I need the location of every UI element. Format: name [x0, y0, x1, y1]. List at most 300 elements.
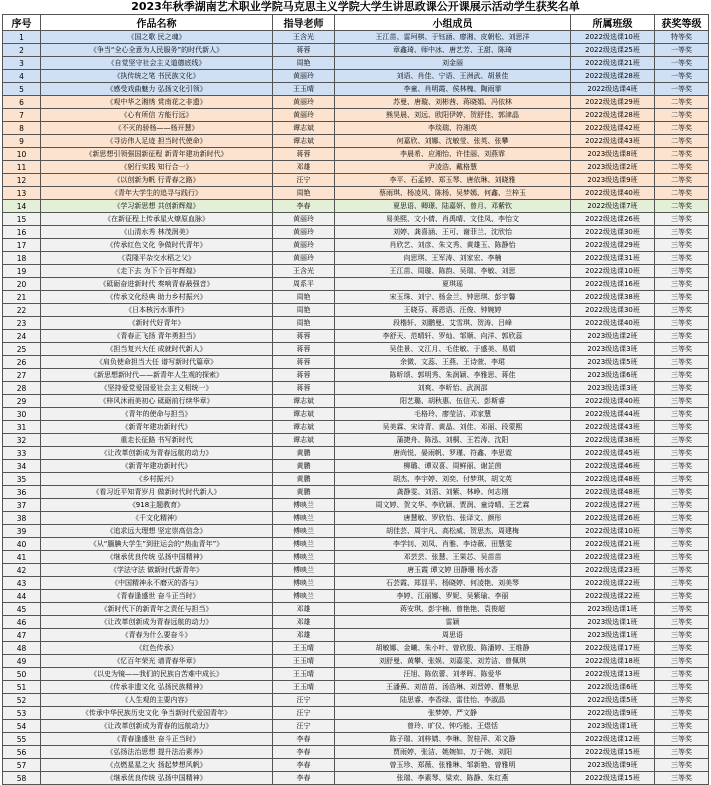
cell-class: 2022级选课26班	[571, 512, 655, 525]
cell-seq: 54	[3, 720, 41, 733]
cell-work-name: 《青春正飞扬 青年勇担当》	[41, 330, 273, 343]
cell-members: 周文婷、贺文华、李欣颖、贾润、童诗晴、王艺霖	[335, 499, 571, 512]
cell-seq: 33	[3, 447, 41, 460]
cell-teacher: 谭志斌	[273, 122, 335, 135]
cell-members: 邓芸芸、张慧、王果芯、吴苗苗	[335, 551, 571, 564]
cell-class: 2022级选课6班	[571, 681, 655, 694]
cell-class: 2022级选课42班	[571, 122, 655, 135]
cell-class: 2023级选课3班	[571, 343, 655, 356]
header-work-name: 作品名称	[41, 15, 273, 31]
cell-award-level: 三等奖	[655, 681, 709, 694]
cell-teacher: 谭志斌	[273, 421, 335, 434]
cell-award-level: 三等奖	[655, 304, 709, 317]
cell-members: 蒋安琪、彭宇楠、曾艳艳、袁俊超	[335, 603, 571, 616]
cell-teacher: 谭志斌	[273, 135, 335, 148]
cell-class: 2023级选课5班	[571, 356, 655, 369]
cell-award-level: 三等奖	[655, 369, 709, 382]
cell-teacher: 汪宁	[273, 174, 335, 187]
cell-class: 2023级选课1班	[571, 616, 655, 629]
cell-seq: 20	[3, 278, 41, 291]
cell-work-name: 《继承优良传统 弘扬中国精神》	[41, 551, 273, 564]
cell-seq: 2	[3, 44, 41, 57]
table-row	[3, 291, 709, 304]
cell-seq: 28	[3, 382, 41, 395]
cell-award-level: 三等奖	[655, 343, 709, 356]
cell-members: 吴美霖、宋诗青、黄晶、刘佳、邓丽、段蒙熙	[335, 421, 571, 434]
cell-award-level: 三等奖	[655, 746, 709, 759]
cell-seq: 14	[3, 200, 41, 213]
cell-work-name: 《担当复兴大任 成就时代新人》	[41, 343, 273, 356]
cell-members: 苏曼、唐璇、刘彬茜、蒋晓娟、冯依林	[335, 96, 571, 109]
cell-award-level: 三等奖	[655, 265, 709, 278]
table-row	[3, 512, 709, 525]
header-class: 所属班级	[571, 15, 655, 31]
cell-teacher: 蒋蓉	[273, 330, 335, 343]
cell-members: 唐玉霞 谭文婷 田静珊 杨水香	[335, 564, 571, 577]
cell-members: 段楷轩、刘鹏曼、艾雪琪、贺涛、吕峰	[335, 317, 571, 330]
cell-work-name: 《日本核污水事件》	[41, 304, 273, 317]
table-row	[3, 694, 709, 707]
cell-award-level: 三等奖	[655, 330, 709, 343]
cell-seq: 29	[3, 395, 41, 408]
cell-work-name: 《以史为镜——我们的民族自苦难中成长》	[41, 668, 273, 681]
cell-teacher: 傅映兰	[273, 551, 335, 564]
cell-class: 2022级选课9班	[571, 707, 655, 720]
cell-work-name: 重走长征路 书写新时代	[41, 434, 273, 447]
cell-class: 2022级选课15班	[571, 746, 655, 759]
cell-work-name: 《砥砺奋进新时代 奏响青春最强音》	[41, 278, 273, 291]
cell-members: 张梦婷、严文静	[335, 707, 571, 720]
cell-teacher: 谭志斌	[273, 434, 335, 447]
cell-seq: 47	[3, 629, 41, 642]
table-row	[3, 759, 709, 772]
cell-class: 2022级选课22班	[571, 590, 655, 603]
cell-seq: 55	[3, 733, 41, 746]
cell-work-name: 《心有所信 方能行远》	[41, 109, 273, 122]
cell-award-level: 二等奖	[655, 135, 709, 148]
cell-members: 王江苗、雷珂棋、于钰涵、廖湘、皮朝松、刘思洋	[335, 31, 571, 44]
cell-teacher: 王玉晴	[273, 83, 335, 96]
cell-members: 刘婷、龚喜涵、王可、谢菲兰、沈欣怡	[335, 226, 571, 239]
cell-seq: 9	[3, 135, 41, 148]
cell-award-level: 三等奖	[655, 499, 709, 512]
cell-class: 2022级选课31班	[571, 252, 655, 265]
cell-work-name: 《点燃星星之火 扬起梦想风帆》	[41, 759, 273, 772]
cell-teacher: 傅映兰	[273, 577, 335, 590]
cell-award-level: 三等奖	[655, 447, 709, 460]
cell-seq: 53	[3, 707, 41, 720]
cell-seq: 32	[3, 434, 41, 447]
cell-seq: 8	[3, 122, 41, 135]
cell-class: 2023级选课2班	[571, 161, 655, 174]
table-row	[3, 369, 709, 382]
cell-work-name: 《新时代下的新青年之责任与担当》	[41, 603, 273, 616]
cell-award-level: 三等奖	[655, 317, 709, 330]
table-row	[3, 135, 709, 148]
cell-work-name: 《观中华之湘绣 赏南花之非遗》	[41, 96, 273, 109]
cell-teacher: 汪宁	[273, 707, 335, 720]
cell-work-name: 《弘扬法治思想 提升法治素养》	[41, 746, 273, 759]
cell-teacher: 黄丽玲	[273, 213, 335, 226]
cell-teacher: 黄丽玲	[273, 109, 335, 122]
cell-seq: 58	[3, 772, 41, 785]
table-row	[3, 226, 709, 239]
cell-seq: 40	[3, 538, 41, 551]
cell-seq: 5	[3, 83, 41, 96]
cell-award-level: 三等奖	[655, 460, 709, 473]
cell-class: 2022级选课30班	[571, 304, 655, 317]
cell-members: 胡佳芸、周宇凡、高松威、贺思杰、周建梅	[335, 525, 571, 538]
cell-seq: 44	[3, 590, 41, 603]
cell-work-name: 《国之歌 民之魂》	[41, 31, 273, 44]
cell-award-level: 二等奖	[655, 148, 709, 161]
cell-seq: 19	[3, 265, 41, 278]
cell-seq: 26	[3, 356, 41, 369]
table-row	[3, 343, 709, 356]
cell-class: 2023级选课1班	[571, 603, 655, 616]
cell-members: 夏琪瑶	[335, 278, 571, 291]
cell-seq: 23	[3, 317, 41, 330]
table-row	[3, 551, 709, 564]
cell-teacher: 蒋蓉	[273, 343, 335, 356]
table-row	[3, 70, 709, 83]
table-row	[3, 707, 709, 720]
cell-seq: 39	[3, 525, 41, 538]
cell-work-name: 《不灭的骄杨——杨开慧》	[41, 122, 273, 135]
cell-class: 2022级选课21班	[571, 57, 655, 70]
table-row	[3, 772, 709, 785]
cell-work-name: 《青年的使命与担当》	[41, 408, 273, 421]
cell-members: 刘语、肖佳、宁语、王洲武、胡景佳	[335, 70, 571, 83]
cell-class: 2023级选课2班	[571, 330, 655, 343]
cell-seq: 21	[3, 291, 41, 304]
table-row	[3, 174, 709, 187]
table-row	[3, 304, 709, 317]
cell-members: 石芸霞、郑显平、杨晓婷、何凌艳、刘美琴	[335, 577, 571, 590]
cell-award-level: 三等奖	[655, 408, 709, 421]
cell-members: 易美熙、文小倩、肖禹晴、文佳凤、李怡文	[335, 213, 571, 226]
cell-seq: 49	[3, 655, 41, 668]
cell-class: 2022级选课12班	[571, 733, 655, 746]
table-row	[3, 577, 709, 590]
table-row	[3, 200, 709, 213]
cell-work-name: 《千文化精神》	[41, 512, 273, 525]
cell-award-level: 二等奖	[655, 109, 709, 122]
cell-work-name: 《山清水秀 林茂润美》	[41, 226, 273, 239]
cell-work-name: 《看习近平知青岁月 做新时代时代新人》	[41, 486, 273, 499]
cell-seq: 4	[3, 70, 41, 83]
table-row	[3, 720, 709, 733]
cell-work-name: 《青春逢盛世 奋斗正当时》	[41, 590, 273, 603]
cell-class: 2022级选课29班	[571, 96, 655, 109]
cell-teacher: 邓雄	[273, 603, 335, 616]
cell-award-level: 三等奖	[655, 356, 709, 369]
cell-class: 2023级选课6班	[571, 369, 655, 382]
cell-members: 李童、肖明霞、侯林槐、陶雨霏	[335, 83, 571, 96]
cell-teacher: 傅映兰	[273, 564, 335, 577]
cell-teacher: 傅映兰	[273, 525, 335, 538]
cell-work-name: 《传承文化经典 助力乡村振兴》	[41, 291, 273, 304]
cell-members: 周思语	[335, 629, 571, 642]
cell-class: 2022级选课30班	[571, 226, 655, 239]
table-row	[3, 499, 709, 512]
cell-teacher: 蒋蓉	[273, 44, 335, 57]
cell-members: 夏思语、卿璟、陆嘉妍、曾月、邓紫钦	[335, 200, 571, 213]
table-row	[3, 447, 709, 460]
cell-work-name: 《新思想引领强国新征程 新青年建功新时代》	[41, 148, 273, 161]
cell-seq: 7	[3, 109, 41, 122]
cell-work-name: 《走下去 为下个百年辉煌》	[41, 265, 273, 278]
award-table	[2, 14, 709, 785]
cell-award-level: 一等奖	[655, 57, 709, 70]
cell-seq: 51	[3, 681, 41, 694]
cell-seq: 45	[3, 603, 41, 616]
table-row	[3, 486, 709, 499]
cell-class: 2023级选课3班	[571, 382, 655, 395]
cell-award-level: 一等奖	[655, 44, 709, 57]
table-row	[3, 421, 709, 434]
cell-members: 章鑫琦、师中冰、唐艺芳、王甜、陈琦	[335, 44, 571, 57]
cell-class: 2022级选课21班	[571, 538, 655, 551]
cell-class: 2023级选课9班	[571, 174, 655, 187]
cell-work-name: 《躬行实践 知行合一》	[41, 161, 273, 174]
cell-seq: 24	[3, 330, 41, 343]
cell-seq: 36	[3, 486, 41, 499]
cell-seq: 18	[3, 252, 41, 265]
cell-members: 王江苗、周璇、陈韵、吴瑞、李敏、刘思	[335, 265, 571, 278]
cell-teacher: 周艳	[273, 57, 335, 70]
cell-class: 2022级选课18班	[571, 655, 655, 668]
cell-teacher: 黄鹏	[273, 473, 335, 486]
cell-work-name: 《传承中华民族历史文化 争当新时代爱国青年》	[41, 707, 273, 720]
cell-work-name: 《传承红色文化 争做时代青年》	[41, 239, 273, 252]
cell-seq: 42	[3, 564, 41, 577]
cell-seq: 38	[3, 512, 41, 525]
cell-class: 2022级选课4班	[571, 83, 655, 96]
cell-teacher: 王含光	[273, 265, 335, 278]
cell-seq: 56	[3, 746, 41, 759]
cell-teacher: 邓雄	[273, 629, 335, 642]
cell-teacher: 傅映兰	[273, 512, 335, 525]
cell-members: 曾玉珍、郑薇、张雅琳、邹新艳、曾雅明	[335, 759, 571, 772]
cell-teacher: 周系平	[273, 278, 335, 291]
cell-class: 2022级选课10班	[571, 265, 655, 278]
cell-award-level: 三等奖	[655, 291, 709, 304]
cell-teacher: 谭志斌	[273, 408, 335, 421]
cell-teacher: 李春	[273, 772, 335, 785]
cell-work-name: 《肩负使命担当大任 谱写新时代篇章》	[41, 356, 273, 369]
cell-work-name: 《从“腼腆大学生”到驻运会的“热血青年”》	[41, 538, 273, 551]
cell-award-level: 三等奖	[655, 213, 709, 226]
cell-teacher: 王含光	[273, 31, 335, 44]
cell-award-level: 三等奖	[655, 759, 709, 772]
cell-teacher: 邓雄	[273, 161, 335, 174]
cell-members: 宋玉珠、刘宁、杨金兰、钟思琪、彭宇馨	[335, 291, 571, 304]
cell-work-name: 《坚持爱党爱国爱社会主义相统一》	[41, 382, 273, 395]
cell-teacher: 李春	[273, 200, 335, 213]
cell-work-name: 《继承优良传统 弘扬中国精神》	[41, 772, 273, 785]
cell-members: 陈子瑞、刘梓婧、李琳、贺桂萍、邓文静	[335, 733, 571, 746]
cell-class: 2022级选课43班	[571, 135, 655, 148]
cell-members: 李平、石孟婷、郑玉琴、唐依琳、刘晓雅	[335, 174, 571, 187]
cell-award-level: 三等奖	[655, 421, 709, 434]
table-row	[3, 161, 709, 174]
cell-class: 2022级选课7班	[571, 200, 655, 213]
table-row	[3, 408, 709, 421]
cell-work-name: 《新时代好青年》	[41, 317, 273, 330]
cell-work-name: 《感受戏曲魅力 弘扬文化引领》	[41, 83, 273, 96]
cell-award-level: 二等奖	[655, 200, 709, 213]
cell-work-name: 《918主题教育》	[41, 499, 273, 512]
cell-award-level: 三等奖	[655, 434, 709, 447]
cell-award-level: 三等奖	[655, 226, 709, 239]
cell-teacher: 蒋蓉	[273, 356, 335, 369]
cell-class: 2022级选课44班	[571, 408, 655, 421]
sheet-title: 2023年秋季湖南艺术职业学院马克思主义学院大学生讲思政课公开课展示活动学生获奖名单	[131, 0, 580, 13]
cell-teacher: 蒋蓉	[273, 148, 335, 161]
cell-class: 2022级选课29班	[571, 239, 655, 252]
table-row	[3, 109, 709, 122]
table-row	[3, 590, 709, 603]
cell-members: 贾雨婷、张洁、姚婉如、万子婉、刘阳	[335, 746, 571, 759]
cell-work-name: 《传承非遗文化 弘扬民族精神》	[41, 681, 273, 694]
cell-teacher: 傅映兰	[273, 590, 335, 603]
table-row	[3, 538, 709, 551]
cell-seq: 10	[3, 148, 41, 161]
cell-members: 王晓芬、蒋恩语、汪俊、钟婉婷	[335, 304, 571, 317]
cell-members: 毛格玲、廖莹洁、邓家慧	[335, 408, 571, 421]
cell-seq: 17	[3, 239, 41, 252]
cell-work-name: 《忆百年荣光 谱青春华章》	[41, 655, 273, 668]
cell-award-level: 三等奖	[655, 616, 709, 629]
cell-members: 李舒天、范晴轩、罗灿、邹顺、向洋、郭欣蕊	[335, 330, 571, 343]
header-seq: 序号	[3, 15, 41, 31]
cell-seq: 16	[3, 226, 41, 239]
cell-award-level: 二等奖	[655, 187, 709, 200]
table-row	[3, 278, 709, 291]
cell-class: 2022级选课46班	[571, 460, 655, 473]
cell-seq: 37	[3, 499, 41, 512]
table-row	[3, 564, 709, 577]
cell-class: 2022级选课48班	[571, 473, 655, 486]
cell-work-name: 《让改革创新成为青春远航的动力》	[41, 616, 273, 629]
cell-members: 李晨希、应湘怡、许佳丽、刘燕霏	[335, 148, 571, 161]
cell-class: 2022级选课48班	[571, 486, 655, 499]
cell-award-level: 三等奖	[655, 577, 709, 590]
cell-work-name: 《让改革创新成为青春的远航动力》	[41, 720, 273, 733]
cell-award-level: 二等奖	[655, 161, 709, 174]
table-row	[3, 746, 709, 759]
cell-members: 曾玲、旷仪、钟巧能、王煜恬	[335, 720, 571, 733]
cell-class: 2022级选课28班	[571, 70, 655, 83]
cell-seq: 30	[3, 408, 41, 421]
table-row	[3, 96, 709, 109]
cell-seq: 1	[3, 31, 41, 44]
cell-teacher: 王玉晴	[273, 642, 335, 655]
cell-award-level: 三等奖	[655, 694, 709, 707]
cell-work-name: 《新思想新时代——新青年人生观的探索》	[41, 369, 273, 382]
cell-teacher: 黄丽玲	[273, 96, 335, 109]
cell-award-level: 二等奖	[655, 174, 709, 187]
cell-class: 2022级选课45班	[571, 447, 655, 460]
cell-seq: 57	[3, 759, 41, 772]
cell-work-name: 《青春为什么要奋斗》	[41, 629, 273, 642]
cell-members: 余微、文蕊、王燕、王诗萱、李珺	[335, 356, 571, 369]
table-row	[3, 187, 709, 200]
cell-class: 2023级选课8班	[571, 148, 655, 161]
cell-work-name: 《新青年建功新时代》	[41, 460, 273, 473]
table-row	[3, 57, 709, 70]
cell-seq: 11	[3, 161, 41, 174]
cell-work-name: 《青春逢盛世 奋斗正当时》	[41, 733, 273, 746]
table-row	[3, 356, 709, 369]
cell-teacher: 李春	[273, 746, 335, 759]
cell-award-level: 三等奖	[655, 629, 709, 642]
cell-members: 刘金丽	[335, 57, 571, 70]
cell-teacher: 王玉晴	[273, 668, 335, 681]
cell-award-level: 三等奖	[655, 668, 709, 681]
cell-teacher: 汪宁	[273, 694, 335, 707]
cell-class: 2022级选课16班	[571, 278, 655, 291]
cell-work-name: 《袁隆平杂交水稻之父》	[41, 252, 273, 265]
cell-members: 唐尚悦、晏雨帆、罗瑾、符鑫、李思霓	[335, 447, 571, 460]
cell-award-level: 三等奖	[655, 655, 709, 668]
cell-award-level: 三等奖	[655, 772, 709, 785]
cell-work-name: 《在新征程上传承星火燎原血脉》	[41, 213, 273, 226]
cell-award-level: 三等奖	[655, 512, 709, 525]
cell-class: 2022级选课26班	[571, 213, 655, 226]
table-row	[3, 733, 709, 746]
table-row	[3, 213, 709, 226]
table-row	[3, 317, 709, 330]
cell-work-name: 《以创新为帆 行青春之路》	[41, 174, 273, 187]
table-row	[3, 473, 709, 486]
cell-members: 陈昕颂、郭明秀、朱润颖、李雅思、蒋佳	[335, 369, 571, 382]
cell-members: 熊昊晨、刘远、欧阳伊婷、贺舒佳、郭津晶	[335, 109, 571, 122]
cell-work-name: 《中国精神永不磨灭的香与》	[41, 577, 273, 590]
cell-seq: 35	[3, 473, 41, 486]
cell-class: 2022级选课22班	[571, 577, 655, 590]
cell-teacher: 谭志斌	[273, 395, 335, 408]
cell-award-level: 三等奖	[655, 733, 709, 746]
table-row	[3, 616, 709, 629]
cell-members: 龚静雯、刘滔、刘紫、林峥、何志刚	[335, 486, 571, 499]
cell-teacher: 王玉晴	[273, 655, 335, 668]
cell-members: 胡敏娜、金曦、朱小叶、曾欣殷、陈潘婷、王维静	[335, 642, 571, 655]
cell-teacher: 黄丽玲	[273, 226, 335, 239]
cell-teacher: 黄丽玲	[273, 239, 335, 252]
cell-class: 2023级选课9班	[571, 759, 655, 772]
cell-class: 2022级选课10班	[571, 525, 655, 538]
cell-teacher: 黄丽玲	[273, 252, 335, 265]
cell-teacher: 周艳	[273, 304, 335, 317]
cell-teacher: 蒋蓉	[273, 369, 335, 382]
cell-members: 蔡雨琪、杨凌风、陈杨、吴梦嫣、何鑫、兰梓玉	[335, 187, 571, 200]
cell-seq: 22	[3, 304, 41, 317]
cell-award-level: 三等奖	[655, 525, 709, 538]
table-row	[3, 148, 709, 161]
cell-award-level: 三等奖	[655, 642, 709, 655]
cell-work-name: 《执传统之笔 书民族文化》	[41, 70, 273, 83]
cell-seq: 52	[3, 694, 41, 707]
cell-award-level: 三等奖	[655, 590, 709, 603]
cell-members: 李婷、江丽娜、罗妮、吴紫瑜、李丽	[335, 590, 571, 603]
cell-members: 阳艺璐、胡秋惠、伍信天、彭斯睿	[335, 395, 571, 408]
cell-members: 柳璐、谭双喜、周鲜丽、谢芷茵	[335, 460, 571, 473]
cell-teacher: 周艳	[273, 291, 335, 304]
cell-class: 2023级选课1班	[571, 720, 655, 733]
cell-class: 2022级选课27班	[571, 499, 655, 512]
